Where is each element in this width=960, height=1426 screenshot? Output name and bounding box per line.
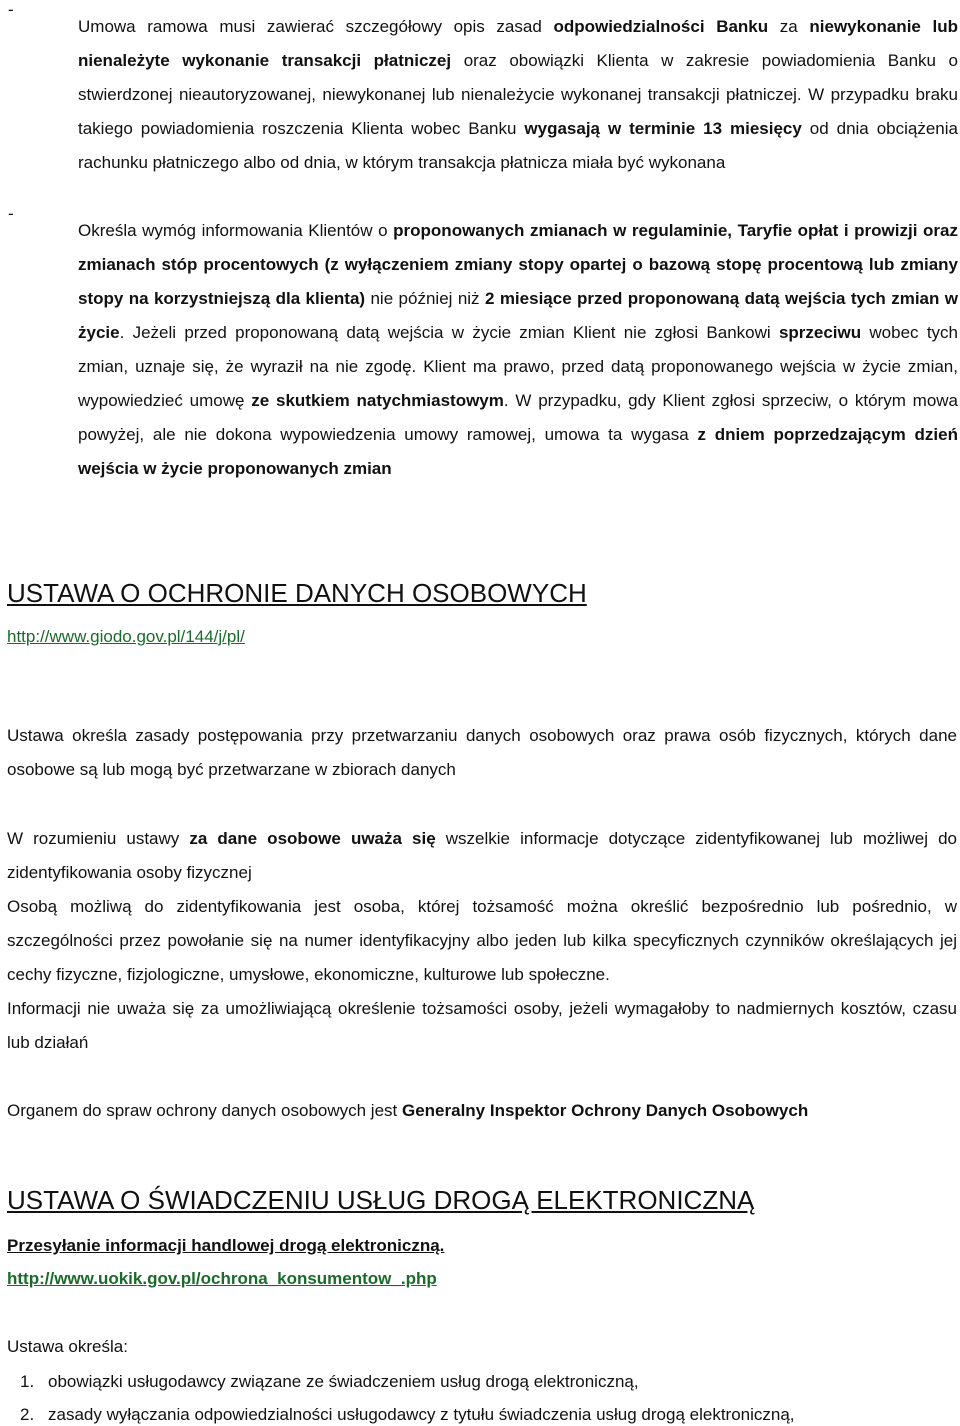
paragraph-identifiable-person: Osobą możliwą do zidentyfikowania jest osoba, której tożsamość można określić bezpośrednio lub pośrednio, w szczególności przez powołanie się na numer identyfikacyjny albo jeden lub kilka specyficznych czynników określających jej cechy fizyczne, fizjologiczne, umysłowe, ekonomiczne, kulturowe lub społeczne. <box>7 897 957 984</box>
list-number: 1. <box>20 1372 35 1391</box>
uokik-link[interactable]: http://www.uokik.gov.pl/ochrona_konsumentow_.php <box>7 1269 437 1288</box>
section-heading-electronic-services: USTAWA O ŚWIADCZENIU USŁUG DROGĄ ELEKTRONICZNĄ <box>7 1185 755 1215</box>
list-number: 2. <box>20 1405 35 1424</box>
list-intro: Ustawa określa: <box>7 1337 128 1356</box>
list-item <box>20 1405 795 1425</box>
list-item <box>20 1372 639 1392</box>
giodo-link[interactable]: http://www.giodo.gov.pl/144/j/pl/ <box>7 627 245 646</box>
paragraph-authority: Organem do spraw ochrony danych osobowych jest Generalny Inspektor Ochrony Danych Osobowych <box>7 1101 809 1120</box>
paragraph-exclusion: Informacji nie uważa się za umożliwiającą określenie tożsamości osoby, jeżeli wymagałoby to nadmiernych kosztów, czasu lub działań <box>7 999 957 1052</box>
bullet-text: Określa wymóg informowania Klientów o proponowanych zmianach w regulaminie, Taryfie opłat i prowizji oraz zmianach stóp procentowych (z wyłączeniem zmiany stopy opartej o bazową stopę procentową lub zmiany stopy na korzystniejszą dla klienta) nie później niż 2 miesiące przed proponowaną datą wejścia tych zmian w życie. Jeżeli przed proponowaną datą wejścia w życie zmian Klient nie zgłosi Bankowi sprzeciwu wobec tych zmian, uznaje się, że wyraził na nie zgodę. Klient ma prawo, przed datą proponowanego wejścia w życie zmian, wypowiedzieć umowę ze skutkiem natychmiastowym. W przypadku, gdy Klient zgłosi sprzeciw, o którym mowa powyżej, ale nie dokona wypowiedzenia umowy ramowej, umowa ta wygasa z dniem poprzedzającym dzień wejścia w życie proponowanych zmian <box>78 221 959 478</box>
list-text: zasady wyłączania odpowiedzialności usługodawcy z tytułu świadczenia usług drogą elektroniczną, <box>48 1405 795 1424</box>
list-text: obowiązki usługodawcy związane ze świadczeniem usług drogą elektroniczną, <box>48 1372 639 1391</box>
bullet-dash: - <box>8 0 14 19</box>
paragraph-scope: Ustawa określa zasady postępowania przy przetwarzaniu danych osobowych oraz prawa osób fizycznych, których dane osobowe są lub mogą być przetwarzane w zbiorach danych <box>7 726 957 779</box>
bullet-text: Umowa ramowa musi zawierać szczegółowy opis zasad odpowiedzialności Banku za niewykonanie lub nienależyte wykonanie transakcji płatniczej oraz obowiązki Klienta w zakresie powiadomienia Banku o stwierdzonej nieautoryzowanej, niewykonanej lub nienależycie wykonanej transakcji płatniczej. W przypadku braku takiego powiadomienia roszczenia Klienta wobec Banku wygasają w terminie 13 miesięcy od dnia obciążenia rachunku płatniczego albo od dnia, w którym transakcja płatnicza miała być wykonana <box>78 17 958 172</box>
bullet-dash: - <box>8 204 14 223</box>
section-heading-data-protection: USTAWA O OCHRONIE DANYCH OSOBOWYCH <box>7 578 587 608</box>
section-subheading: Przesyłanie informacji handlowej drogą elektroniczną. <box>7 1236 445 1255</box>
paragraph-definition: W rozumieniu ustawy za dane osobowe uważa się wszelkie informacje dotyczące zidentyfikowanej lub możliwej do zidentyfikowania osoby fizycznej <box>7 829 958 882</box>
